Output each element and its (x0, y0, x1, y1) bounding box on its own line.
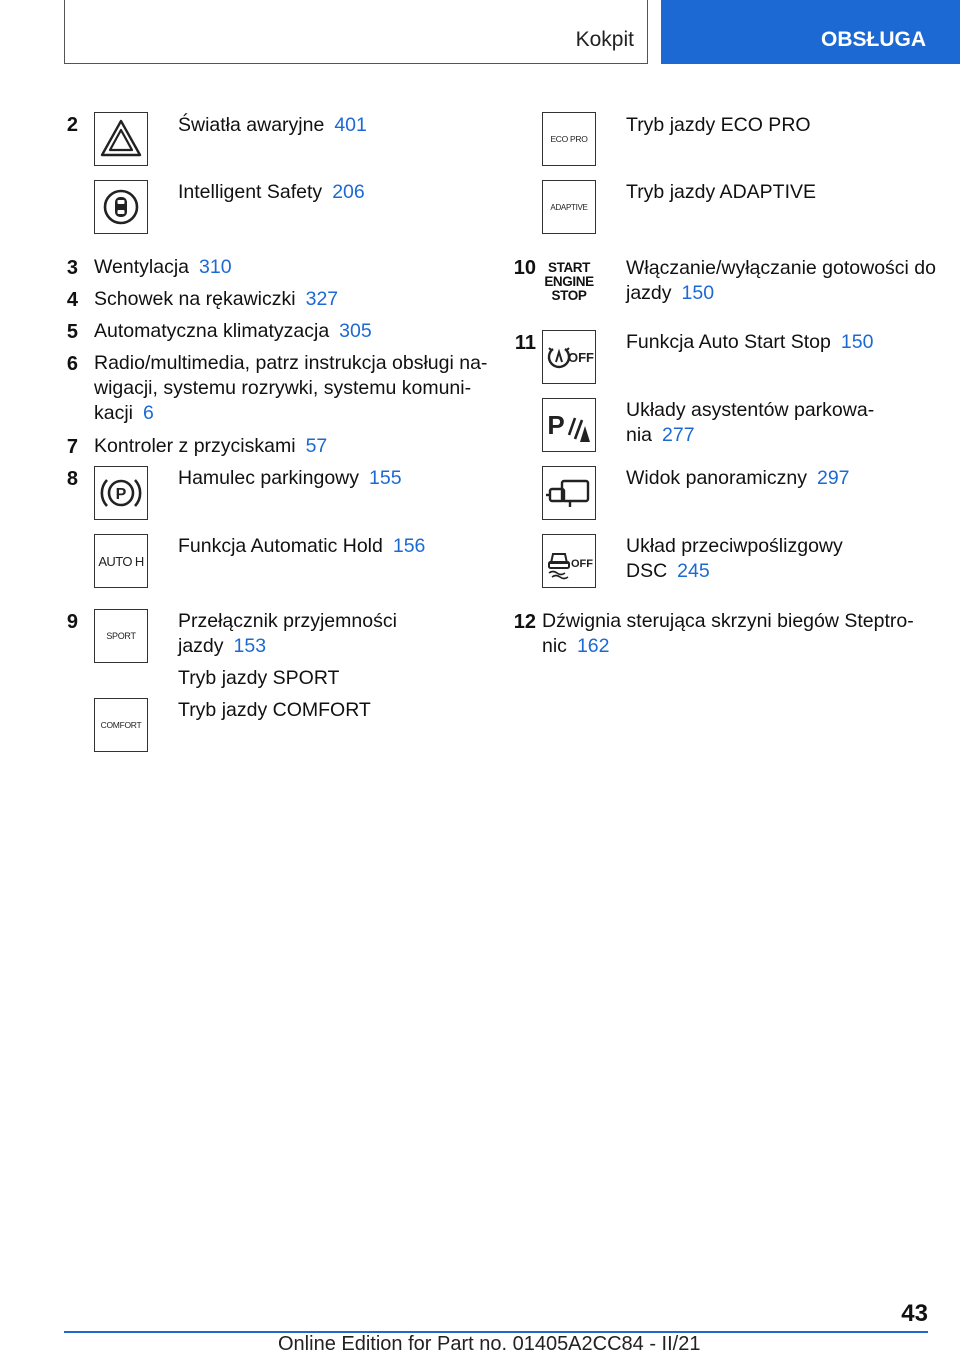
eco-pro-entry (626, 113, 811, 138)
panoramic-view-page-link[interactable]: 297 (816, 467, 850, 489)
item-number-5: 5 (66, 321, 78, 343)
item-number-3: 3 (66, 257, 78, 279)
hazard-label: Światła awaryjne (178, 114, 325, 136)
hazard-page-link[interactable]: 401 (334, 114, 367, 136)
steptronic-line-2: nic (542, 635, 567, 657)
radio-entry (94, 351, 487, 426)
steptronic-entry (542, 609, 914, 659)
glovebox-entry (94, 287, 338, 312)
sport-mode-label: Tryb jazdy SPORT (178, 667, 340, 689)
glovebox-page-link[interactable]: 327 (305, 288, 339, 310)
sport-icon-text: SPORT (106, 631, 136, 641)
ventilation-entry (94, 255, 232, 280)
panoramic-view-label: Widok panoramiczny (626, 467, 807, 489)
svg-text:P: P (115, 486, 127, 503)
auto-hold-entry (178, 534, 425, 559)
drive-switch-entry (178, 609, 397, 691)
parking-brake-label: Hamulec parkingowy (178, 467, 359, 489)
item-number-8: 8 (66, 468, 78, 490)
parking-brake-entry (178, 466, 402, 491)
comfort-icon-text: COMFORT (100, 720, 142, 730)
start-engine-stop-icon (542, 255, 596, 309)
parking-brake-page-link[interactable]: 155 (369, 467, 402, 489)
glovebox-label: Schowek na rękawiczki (94, 288, 296, 310)
ventilation-label: Wentylacja (94, 256, 190, 278)
footer-divider-right (862, 1331, 928, 1333)
comfort-mode-icon (94, 698, 148, 752)
dsc-page-link[interactable]: 245 (677, 560, 710, 582)
adaptive-icon-text: ADAPTIVE (550, 202, 588, 212)
item-number-10: 10 (513, 257, 536, 279)
panoramic-view-icon (542, 466, 596, 520)
hazard-entry (178, 113, 367, 138)
controller-label: Kontroler z przyciskami (94, 435, 296, 457)
radio-line-2: wigacji, systemu rozrywki, systemu komuni- (94, 377, 472, 399)
parking-brake-icon (94, 466, 148, 520)
hazard-icon (94, 112, 148, 166)
steptronic-line-1: Dźwignia sterująca skrzyni biegów Steptro- (542, 610, 914, 632)
adaptive-mode-label: Tryb jazdy ADAPTIVE (626, 181, 817, 203)
start-stop-line-1: Włączanie/wyłączanie gotowości do (626, 257, 936, 279)
engine-icon-text: ENGINE (544, 274, 594, 289)
start-stop-line-2: jazdy (626, 282, 672, 304)
start-stop-entry (626, 256, 936, 306)
page-number: 43 (901, 1300, 928, 1327)
drive-switch-line-1: Przełącznik przyjemności (178, 610, 397, 632)
dsc-entry (626, 534, 843, 584)
climate-label: Automatyczna klimatyzacja (94, 320, 330, 342)
auto-start-stop-icon-text: OFF (568, 350, 594, 365)
header-section-title: Kokpit (575, 28, 634, 51)
dsc-off-icon (542, 534, 596, 588)
auto-hold-icon (94, 534, 148, 588)
item-number-11: 11 (514, 332, 536, 354)
item-number-12: 12 (513, 611, 536, 633)
item-number-2: 2 (66, 114, 78, 136)
item-number-4: 4 (66, 289, 78, 311)
intelligent-safety-entry (178, 180, 365, 205)
intelligent-safety-label: Intelligent Safety (178, 181, 323, 203)
auto-start-stop-label: Funkcja Auto Start Stop (626, 331, 831, 353)
auto-start-stop-entry (626, 330, 873, 355)
radio-line-3: kacji (94, 402, 134, 424)
auto-start-stop-off-icon (542, 330, 596, 384)
park-assist-line-2: nia (626, 424, 653, 446)
adaptive-mode-icon (542, 180, 596, 234)
stop-icon-text: STOP (551, 288, 587, 303)
auto-hold-icon-text: AUTO H (98, 553, 144, 569)
dsc-line-1: Układ przeciwpoślizgowy (626, 535, 843, 557)
eco-pro-icon-text: ECO PRO (550, 134, 588, 144)
climate-entry (94, 319, 372, 344)
item-number-7: 7 (66, 436, 78, 458)
intelligent-safety-icon (94, 180, 148, 234)
item-number-6: 6 (66, 353, 78, 375)
radio-page-link[interactable]: 6 (143, 402, 154, 424)
park-assist-page-link[interactable]: 277 (662, 424, 695, 446)
climate-page-link[interactable]: 305 (339, 320, 372, 342)
panoramic-view-entry (626, 466, 850, 491)
dsc-line-2: DSC (626, 560, 668, 582)
ventilation-page-link[interactable]: 310 (199, 256, 232, 278)
park-assist-icon-text: P (547, 410, 565, 440)
header-chapter-label: OBSŁUGA (821, 28, 926, 51)
item-number-9: 9 (66, 611, 78, 633)
controller-page-link[interactable]: 57 (305, 435, 328, 457)
comfort-mode-label: Tryb jazdy COMFORT (178, 699, 371, 721)
auto-hold-page-link[interactable]: 156 (392, 535, 426, 557)
radio-line-1: Radio/multimedia, patrz instrukcja obsługi na- (94, 352, 488, 374)
footer-edition: Online Edition for Part no. 01405A2CC84 - II/21 (278, 1333, 701, 1355)
comfort-mode-entry (178, 698, 371, 723)
intelligent-safety-page-link[interactable]: 206 (332, 181, 365, 203)
drive-switch-line-2: jazdy (178, 635, 224, 657)
drive-switch-page-link[interactable]: 153 (233, 635, 267, 657)
adaptive-mode-entry (626, 180, 816, 205)
steptronic-page-link[interactable]: 162 (576, 635, 610, 657)
park-assist-entry (626, 398, 874, 448)
dsc-icon-text: OFF (571, 558, 593, 570)
start-stop-page-link[interactable]: 150 (681, 282, 715, 304)
park-assist-icon (542, 398, 596, 452)
header-chapter-tab[interactable] (661, 0, 960, 64)
sport-mode-icon (94, 609, 148, 663)
eco-pro-label: Tryb jazdy ECO PRO (626, 114, 811, 136)
park-assist-line-1: Układy asystentów parkowa- (626, 399, 875, 421)
header-section-box (64, 0, 648, 64)
auto-start-stop-page-link[interactable]: 150 (840, 331, 874, 353)
eco-pro-icon (542, 112, 596, 166)
auto-hold-label: Funkcja Automatic Hold (178, 535, 383, 557)
start-icon-text: START (548, 260, 590, 275)
controller-entry (94, 434, 327, 459)
